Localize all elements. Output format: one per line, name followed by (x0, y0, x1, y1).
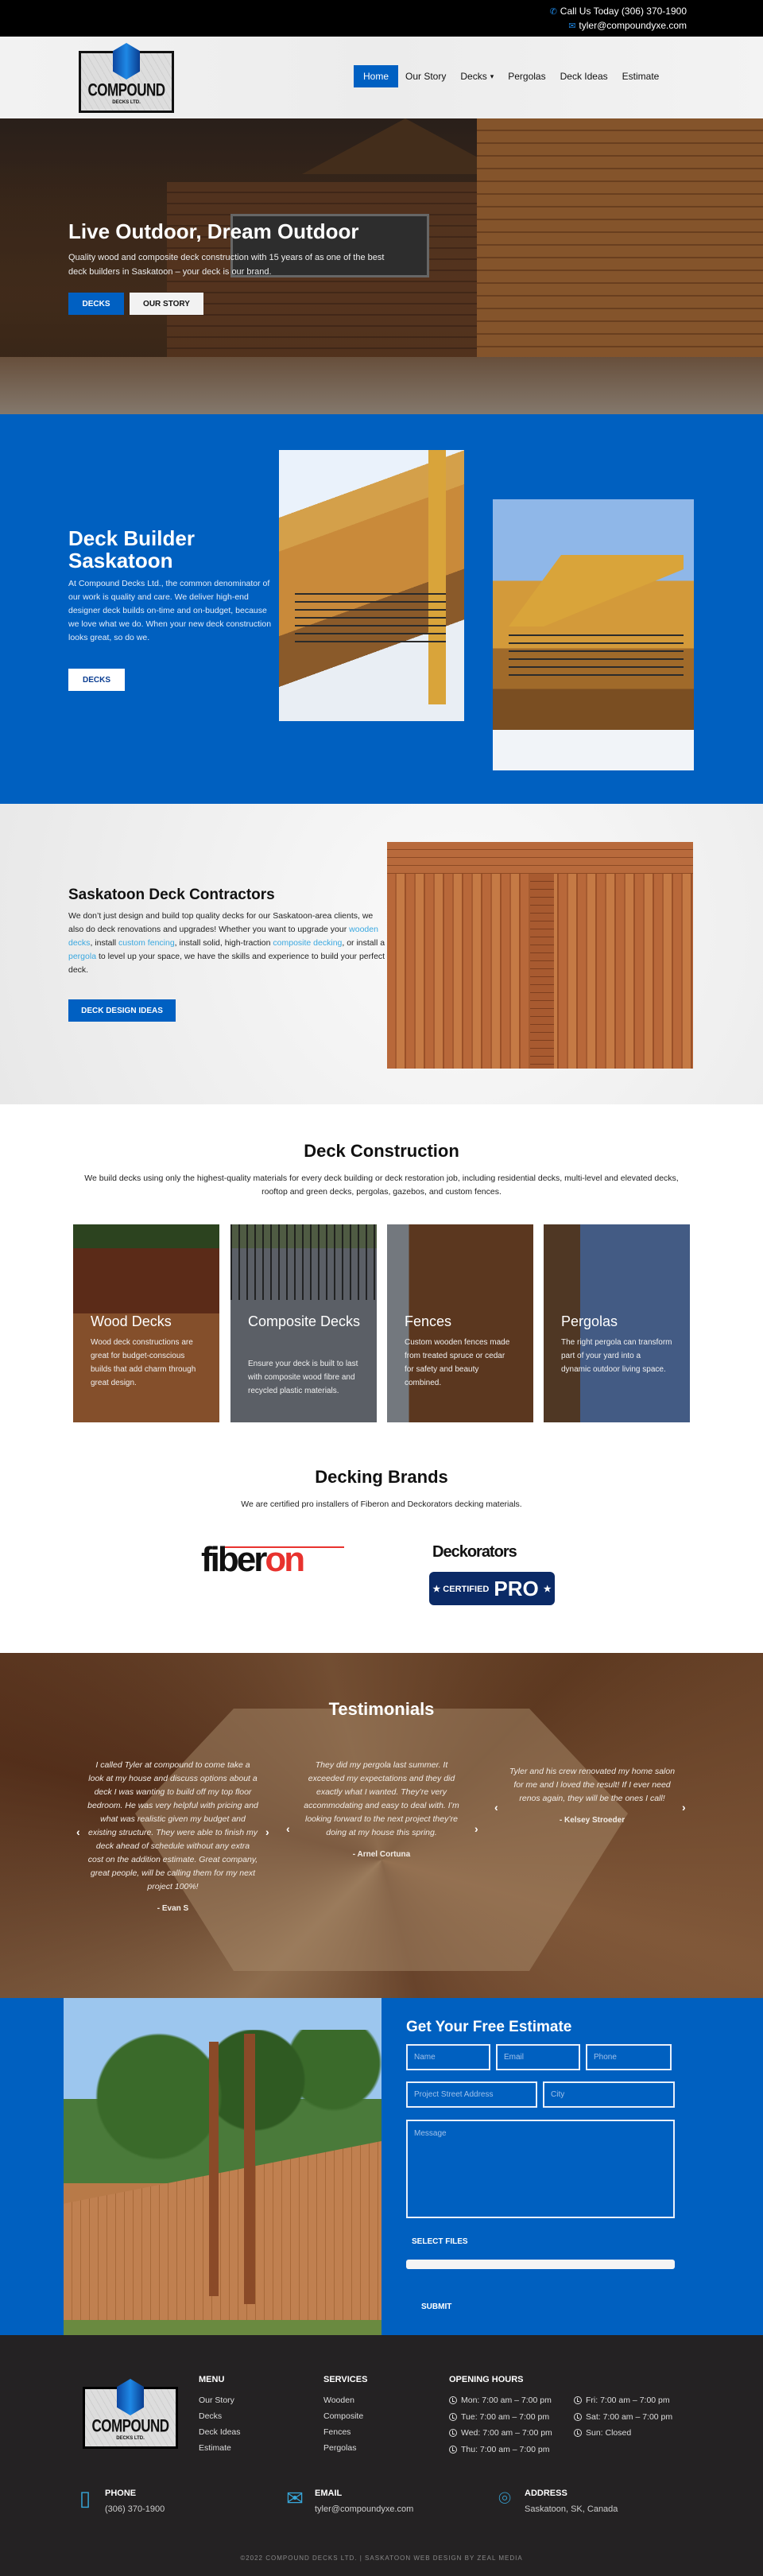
testimonial-author: - Evan S (157, 1904, 189, 1913)
prev-arrow-icon[interactable]: ‹ (286, 1822, 290, 1835)
deck-photo-porch (279, 450, 464, 721)
phone-field[interactable]: Phone (586, 2044, 672, 2070)
photo-gate-post (244, 2034, 255, 2304)
hero-decks-button[interactable]: DECKS (68, 293, 124, 315)
nav-estimate[interactable] (615, 65, 667, 87)
topbar-phone-text: Call Us Today (306) 370-1900 (560, 6, 687, 17)
next-arrow-icon[interactable]: › (682, 1801, 686, 1814)
hours-row (449, 2425, 552, 2442)
footer-services (323, 2392, 363, 2456)
nav-deck-ideas-label: Deck Ideas (560, 71, 608, 82)
prev-arrow-icon[interactable]: ‹ (76, 1825, 80, 1838)
builder-title: Deck Builder Saskatoon (68, 526, 195, 572)
card-title: Composite Decks (248, 1313, 361, 1329)
text-part: , or install a (342, 938, 385, 948)
email-label: EMAIL (315, 2489, 343, 2498)
hours-row (574, 2425, 672, 2442)
text-part: , install (90, 938, 119, 948)
name-field[interactable]: Name (406, 2044, 490, 2070)
card-title: Fences (405, 1313, 452, 1329)
phone-block (105, 2486, 165, 2514)
hours-text: Thu: 7:00 am – 7:00 pm (461, 2444, 550, 2454)
photo-truss (509, 555, 684, 627)
service-card-fences[interactable] (387, 1224, 533, 1422)
logo-sub: DECKS LTD. (112, 100, 141, 105)
hours-row (449, 2392, 552, 2409)
testimonial-author: - Arnel Cortuna (352, 1850, 411, 1859)
link-custom-fencing[interactable]: custom fencing (118, 938, 175, 948)
estimate-title: Get Your Free Estimate (406, 2019, 572, 2035)
file-upload-bar[interactable] (406, 2260, 675, 2269)
nav-estimate-label: Estimate (622, 71, 660, 82)
fence-gate-photo (64, 1998, 382, 2335)
nav-decks[interactable] (453, 65, 501, 87)
footer-link-pergolas[interactable]: Pergolas (323, 2443, 357, 2453)
logo-cube-icon (117, 2379, 144, 2415)
hours-col-1 (449, 2392, 552, 2458)
footer-link-deck-ideas[interactable]: Deck Ideas (199, 2427, 241, 2437)
certified-label: ★ CERTIFIED (432, 1584, 490, 1594)
card-text: Custom wooden fences made from treated spruce or cedar for safety and beauty combined. (405, 1338, 510, 1387)
deck-design-ideas-button[interactable]: DECK DESIGN IDEAS (68, 999, 176, 1022)
hours-text: Sun: Closed (586, 2428, 632, 2438)
footer-hours-title: OPENING HOURS (449, 2375, 524, 2384)
site-header (0, 37, 763, 118)
top-bar (0, 0, 763, 37)
link-pergola[interactable]: pergola (68, 952, 97, 961)
clock-icon (449, 2429, 457, 2437)
card-title: Wood Decks (91, 1313, 172, 1329)
footer-phone[interactable] (73, 2486, 165, 2514)
fiberon-part: fiber (201, 1540, 265, 1579)
message-field[interactable]: Message (406, 2120, 675, 2218)
footer-logo-mark (82, 2379, 179, 2447)
topbar-email[interactable] (568, 20, 687, 31)
decking-brands-section (0, 1438, 763, 1653)
builder-text: At Compound Decks Ltd., the common denominator of our work is quality and care. We deliver high-end designer deck builds on-time and on-budget, because we love what we do. When your new deck construction looks great, so do we. (68, 579, 272, 642)
contractors-text (68, 910, 386, 977)
text-part: to level up your space, we have the skills and experience to build your perfect deck. (68, 952, 385, 975)
brands-text: We are certified pro installers of Fiberon and Deckorators decking materials. (241, 1499, 522, 1509)
clock-icon (449, 2413, 457, 2421)
footer-email[interactable] (283, 2486, 413, 2514)
footer-link-our-story[interactable]: Our Story (199, 2396, 234, 2405)
nav-decks-label: Decks (460, 71, 487, 82)
map-pin-icon: ⌾ (498, 2486, 511, 2510)
topbar-email-text: tyler@compoundyxe.com (579, 20, 687, 31)
footer-link-wooden[interactable]: Wooden (323, 2396, 354, 2405)
service-card-wood-decks[interactable] (73, 1224, 219, 1422)
footer-address (493, 2486, 618, 2514)
testimonial-evan (87, 1759, 258, 1915)
clock-icon (574, 2396, 582, 2404)
clock-icon (449, 2446, 457, 2454)
nav-deck-ideas[interactable] (553, 65, 615, 87)
hours-text: Wed: 7:00 am – 7:00 pm (461, 2428, 552, 2438)
nav-home[interactable] (354, 65, 398, 87)
hours-text: Sat: 7:00 am – 7:00 pm (586, 2411, 673, 2422)
logo-name: COMPOUND (87, 80, 165, 100)
deckorators-logo (429, 1534, 556, 1607)
photo-railing (509, 634, 684, 682)
smartphone-icon: ▯ (79, 2486, 91, 2510)
link-wooden-decks[interactable]: wooden decks (68, 925, 378, 948)
site-footer (0, 2335, 763, 2576)
testimonials-title: Testimonials (328, 1699, 435, 1719)
clock-icon (574, 2429, 582, 2437)
photo-gate-post (209, 2042, 219, 2296)
submit-button[interactable]: SUBMIT (421, 2302, 452, 2311)
chevron-down-icon: ▾ (490, 72, 494, 80)
topbar-phone[interactable] (550, 6, 687, 17)
photo-bench (387, 842, 693, 874)
card-title: Pergolas (561, 1313, 618, 1329)
photo-seam (530, 874, 554, 1069)
nav-our-story-label: Our Story (405, 71, 447, 82)
phone-label: PHONE (105, 2489, 137, 2498)
hours-text: Tue: 7:00 am – 7:00 pm (461, 2411, 550, 2422)
copyright: ©2022 COMPOUND DECKS LTD. | SASKATOON WEB DESIGN BY ZEAL MEDIA (240, 2555, 523, 2562)
nav-pergolas[interactable] (501, 65, 552, 87)
hero-title: Live Outdoor, Dream Outdoor (68, 219, 359, 243)
contractors-title: Saskatoon Deck Contractors (68, 886, 275, 903)
brands-title: Decking Brands (315, 1467, 448, 1487)
clock-icon (449, 2396, 457, 2404)
card-text: Ensure your deck is built to last with composite wood fibre and recycled plastic materials. (248, 1360, 358, 1395)
phone-value: (306) 370-1900 (105, 2504, 165, 2514)
hours-text: Mon: 7:00 am – 7:00 pm (461, 2396, 552, 2405)
main-nav (354, 65, 666, 87)
testimonials-section (0, 1653, 763, 1998)
nav-home-label: Home (362, 71, 389, 82)
clock-icon (574, 2413, 582, 2421)
text-part: , install solid, high-traction (174, 938, 273, 948)
hours-row (449, 2442, 552, 2458)
testimonial-kelsey (509, 1765, 676, 1827)
hours-row (449, 2409, 552, 2426)
fiberon-logo (201, 1540, 344, 1588)
footer-menu (199, 2392, 241, 2456)
service-card-pergolas[interactable] (544, 1224, 690, 1422)
footer-link-estimate[interactable]: Estimate (199, 2443, 231, 2453)
city-field[interactable]: City (543, 2081, 675, 2108)
hours-text: Fri: 7:00 am – 7:00 pm (586, 2396, 670, 2405)
logo-sub: DECKS LTD. (116, 2436, 145, 2441)
deck-construction-section (0, 1104, 763, 1438)
hours-col-2 (574, 2392, 672, 2442)
footer-link-composite[interactable]: Composite (323, 2411, 364, 2421)
nav-our-story[interactable] (398, 65, 453, 87)
hero-section (0, 118, 763, 414)
card-text: The right pergola can transform part of your yard into a dynamic outdoor living space. (561, 1338, 672, 1374)
pro-label: PRO (494, 1576, 539, 1600)
email-value: tyler@compoundyxe.com (315, 2504, 414, 2514)
envelope-icon: ✉ (568, 21, 576, 31)
star-icon: ★ (543, 1584, 552, 1594)
deck-bench-photo (387, 842, 693, 1069)
nav-pergolas-label: Pergolas (508, 71, 546, 82)
next-arrow-icon[interactable]: › (265, 1825, 269, 1838)
hours-row (574, 2392, 672, 2409)
construction-title: Deck Construction (304, 1141, 459, 1161)
address-value: Saskatoon, SK, Canada (525, 2504, 618, 2514)
testimonial-author: - Kelsey Stroeder (559, 1816, 626, 1825)
address-block (525, 2486, 618, 2514)
select-files-label[interactable]: SELECT FILES (412, 2237, 468, 2246)
testimonial-quote: Tyler and his crew renovated my home salon for me and I loved the result! If I ever need renos again, they will be the ones I call! (509, 1767, 676, 1803)
service-card-composite-decks[interactable] (230, 1224, 377, 1422)
prev-arrow-icon[interactable]: ‹ (494, 1801, 498, 1814)
photo-railing (295, 593, 446, 649)
envelope-icon: ✉ (286, 2486, 304, 2510)
link-composite-decking[interactable]: composite decking (273, 938, 343, 948)
address-label: ADDRESS (525, 2489, 567, 2498)
footer-link-fences[interactable]: Fences (323, 2427, 351, 2437)
card-text: Wood deck constructions are great for budget-conscious builds that add charm through great design. (91, 1338, 196, 1387)
deck-photo-truss (493, 499, 694, 770)
fiberon-part-red: on (265, 1540, 304, 1579)
photo-post (428, 450, 446, 704)
certified-pro-badge (429, 1572, 555, 1605)
footer-link-decks[interactable]: Decks (199, 2411, 223, 2421)
testimonial-quote: They did my pergola last summer. It exceeded my expectations and they did exactly what I wanted. They’re very accommodating and easy to deal with. I’m looking forward to the next project they’re doing at my house this spring. (304, 1760, 459, 1837)
footer-services-title: SERVICES (323, 2375, 368, 2384)
hero-our-story-button[interactable]: OUR STORY (130, 293, 203, 315)
footer-logo[interactable] (83, 2379, 178, 2450)
fiberon-wordmark (201, 1540, 303, 1580)
email-field[interactable]: Email (496, 2044, 580, 2070)
text-part: We don’t just design and build top quality decks for our Saskatoon-area clients, we also do deck renovations and upgrades! Whether you want to upgrade your (68, 911, 374, 934)
footer-menu-title: MENU (199, 2375, 225, 2384)
next-arrow-icon[interactable]: › (474, 1822, 478, 1835)
testimonial-quote: I called Tyler at compound to come take a look at my house and discuss options about a deck I was wanting to build off my top floor bedroom. He was very helpful with pricing and what was realistic given my budget and existing structure. They were able to finish my deck ahead of schedule without any extra cost on the addition estimate. Great company, great people, will be calling them for my next project 100%! (87, 1760, 258, 1891)
site-logo[interactable] (78, 43, 175, 111)
construction-text: We build decks using only the highest-quality materials for every deck building or deck restoration job, including residential decks, multi-level and elevated decks, rooftop and green decks, pergolas, gazebos, and custom fences. (84, 1174, 679, 1197)
logo-name: COMPOUND (91, 2416, 169, 2436)
phone-icon: ✆ (549, 6, 557, 17)
testimonial-arnel (298, 1759, 465, 1861)
hours-row (574, 2409, 672, 2426)
deckorators-wordmark: Deckorators (432, 1543, 517, 1561)
hero-text: Quality wood and composite deck construction with 15 years of as one of the best deck builders in Saskatoon – your deck is our brand. (68, 253, 385, 277)
address-field[interactable]: Project Street Address (406, 2081, 537, 2108)
email-block (315, 2486, 413, 2514)
builder-decks-button[interactable]: DECKS (68, 669, 125, 691)
